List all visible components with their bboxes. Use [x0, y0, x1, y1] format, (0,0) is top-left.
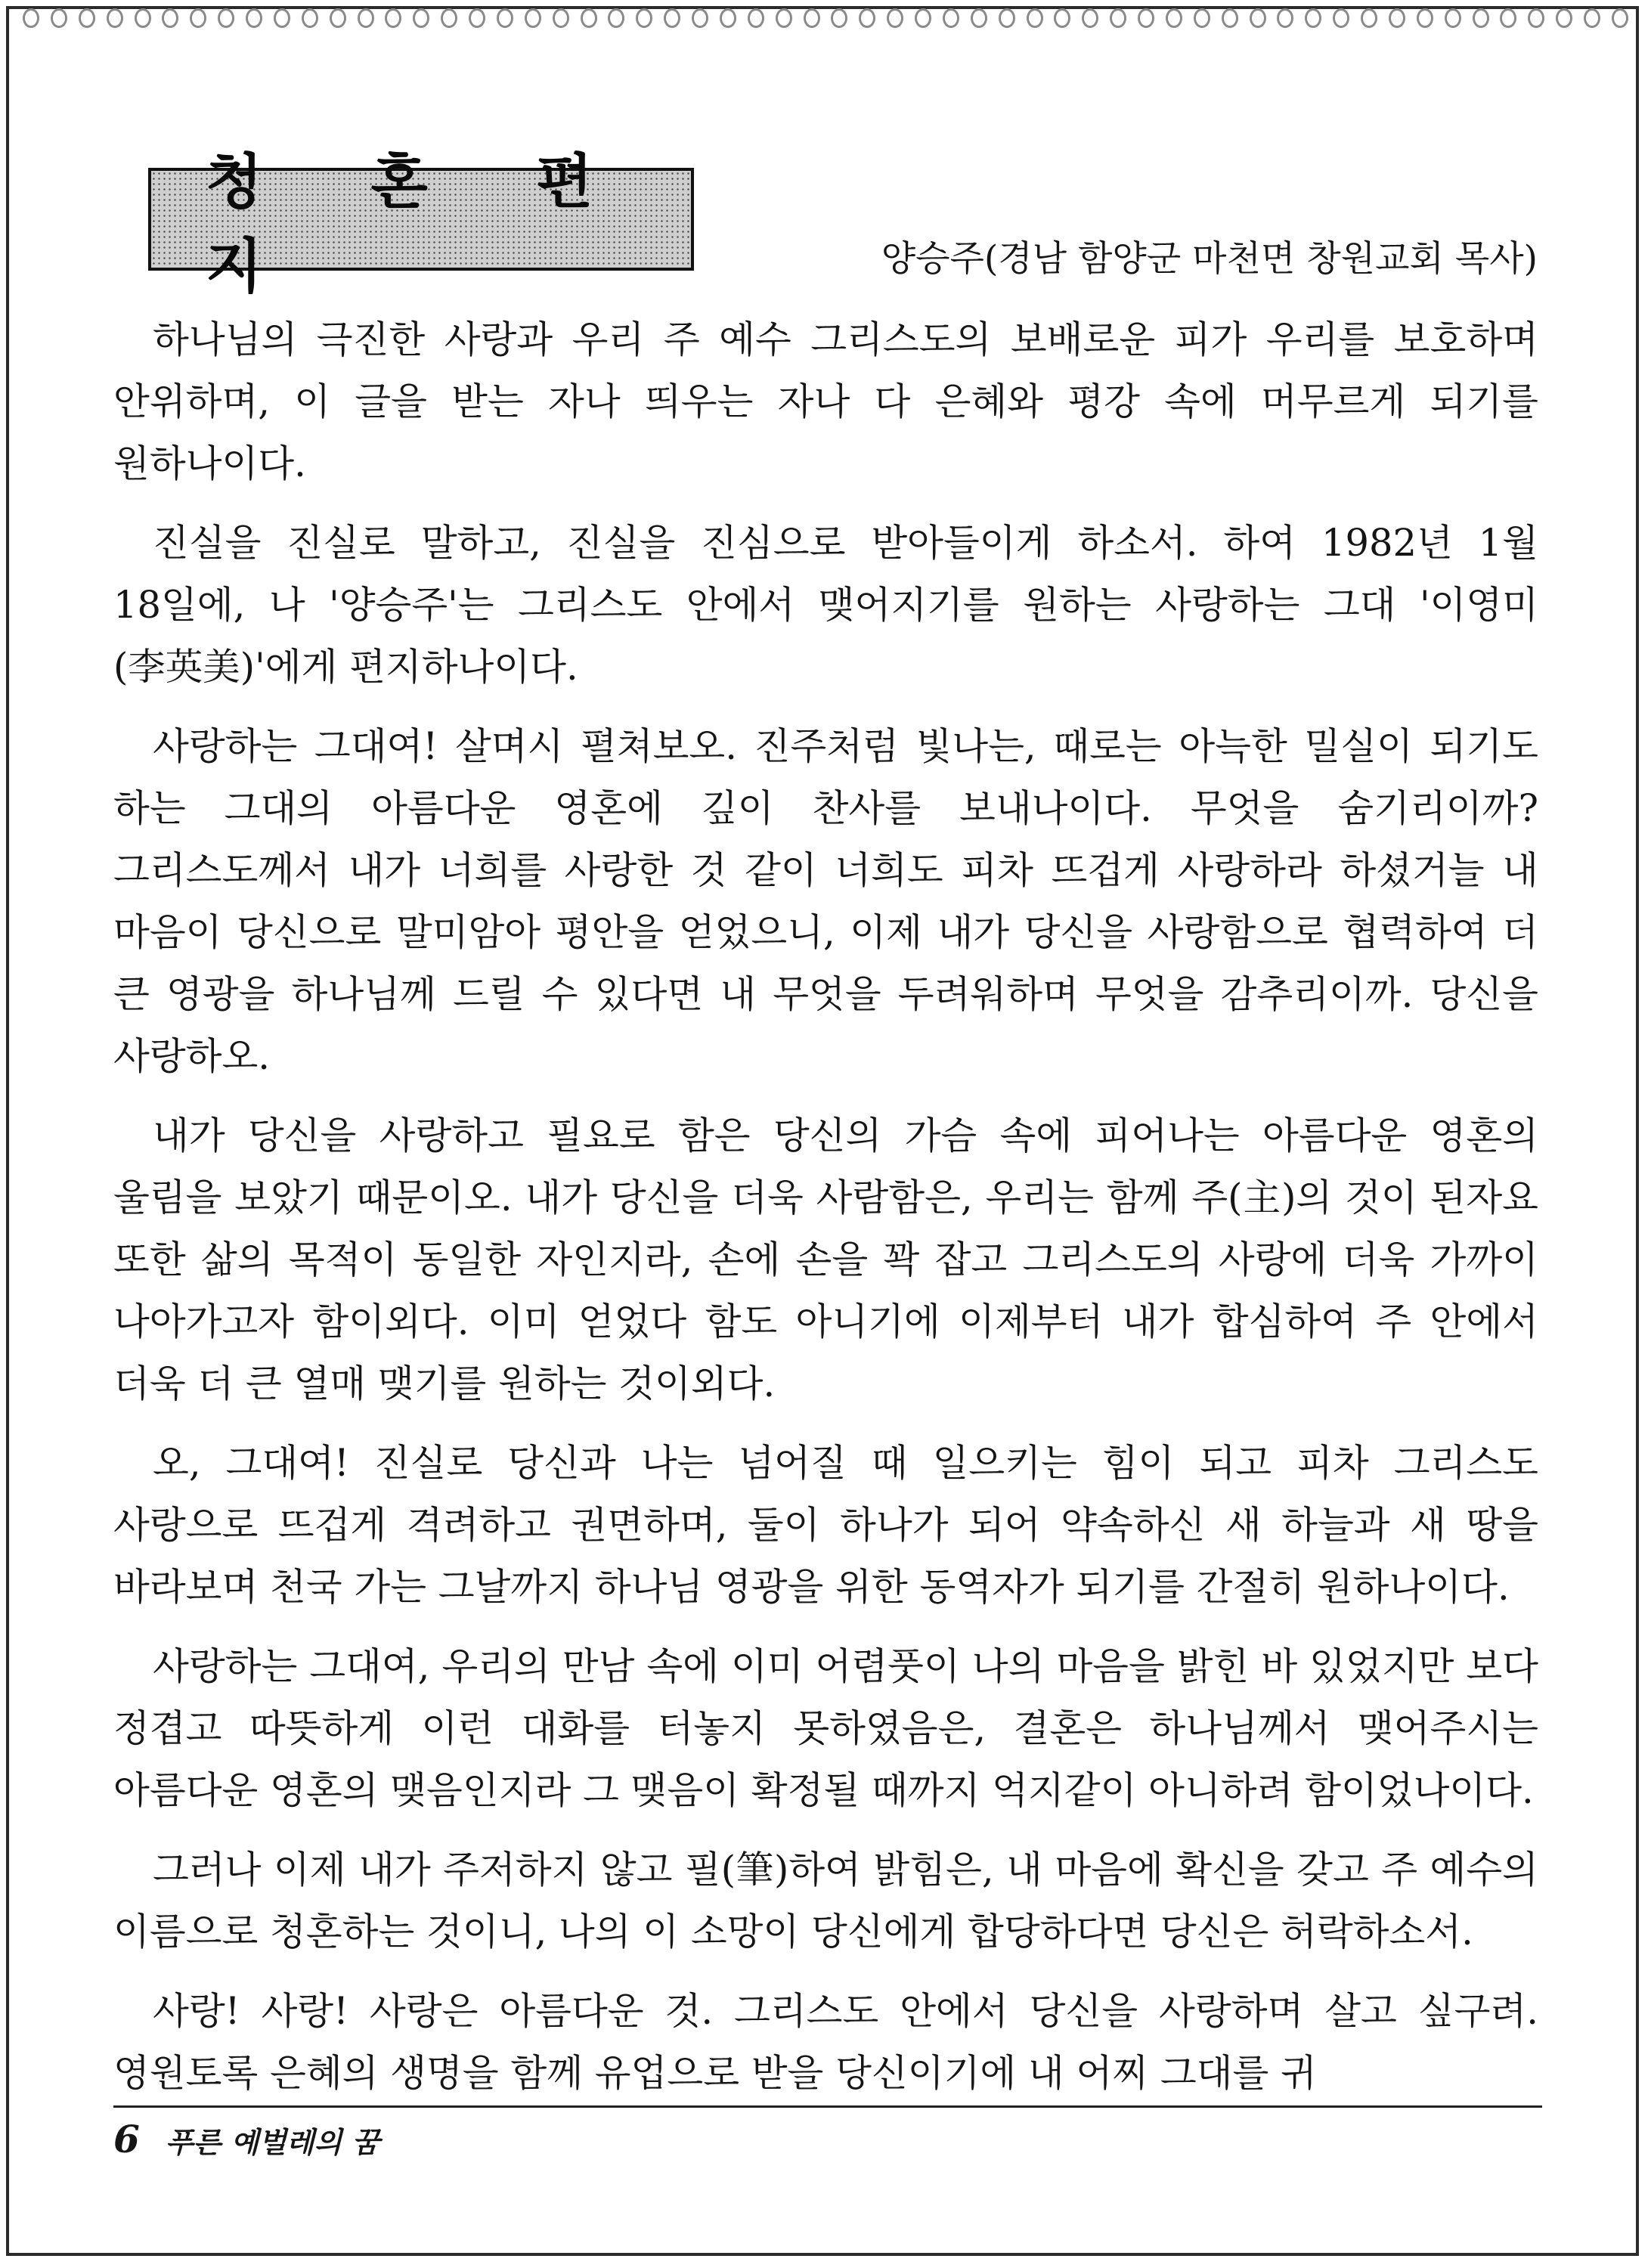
binding-ring — [1110, 8, 1126, 28]
binding-ring — [385, 8, 401, 28]
binding-ring — [190, 8, 206, 28]
paragraph-4: 내가 당신을 사랑하고 필요로 함은 당신의 가슴 속에 피어나는 아름다운 영혼의 울림을 보았기 때문이오. 내가 당신을 더욱 사람함은, 우리는 함께 주(主)의 것이 된자요 또한 삶의 목적이 동일한 자인지라, 손에 손을 꽉 잡고 그리스도의 사랑에 더욱 가까이 나아가고자 함이외다. 이미 얻었다 함도 아니기에 이제부터 내가 합심하여 주 안에서 더욱 더 큰 열매 맺기를 원하는 것이외다. — [113, 1114, 1538, 1405]
binding-ring — [1027, 8, 1043, 28]
binding-ring — [1417, 8, 1433, 28]
binding-ring — [1250, 8, 1266, 28]
binding-ring — [1500, 8, 1516, 28]
binding-ring — [525, 8, 541, 28]
paragraph-8: 사랑! 사랑! 사랑은 아름다운 것. 그리스도 안에서 당신을 사랑하며 살고 싶구려. 영원토록 은혜의 생명을 함께 유업으로 받을 당신이기에 내 어찌 그대를 귀 — [113, 1989, 1538, 2095]
binding-ring — [1138, 8, 1154, 28]
binding-ring — [859, 8, 875, 28]
binding-ring — [943, 8, 959, 28]
binding-ring — [999, 8, 1015, 28]
binding-ring — [469, 8, 485, 28]
binding-ring — [1277, 8, 1293, 28]
paragraph-5: 오, 그대여! 진실로 당신과 나는 넘어질 때 일으키는 힘이 되고 피차 그리스도 사랑으로 뜨겁게 격려하고 권면하며, 둘이 하나가 되어 약속하신 새 하늘과 새 땅을 바라보며 천국 가는 그날까지 하나님 영광을 위한 동역자가 되기를 간절히 원하나이다. — [113, 1441, 1538, 1609]
paragraph-3: 사랑하는 그대여! 살며시 펼쳐보오. 진주처럼 빛나는, 때로는 아늑한 밀실이 되기도 하는 그대의 아름다운 영혼에 깊이 찬사를 보내나이다. 무엇을 숨기리이까? 그리스도께서 내가 너희를 사랑한 것 같이 너희도 피차 뜨겁게 사랑하라 하셨거늘 내 마음이 당신으로 말미암아 평안을 얻었으니, 이제 내가 당신을 사랑함으로 협력하여 더 큰 영광을 하나님께 드릴 수 있다면 내 무엇을 두려워하며 무엇을 감추리이까. 당신을 사랑하오. — [113, 724, 1538, 1078]
page-title: 청 혼 편 지 — [206, 148, 637, 301]
binding-ring — [51, 8, 67, 28]
binding-ring — [887, 8, 903, 28]
binding-ring — [79, 8, 95, 28]
binding-ring — [1194, 8, 1210, 28]
binding-ring — [636, 8, 652, 28]
binding-ring — [23, 8, 39, 28]
binding-ring — [1612, 8, 1628, 28]
book-title: 푸른 예벌레의 꿈 — [165, 2126, 380, 2159]
binding-ring — [748, 8, 764, 28]
binding-ring — [246, 8, 262, 28]
binding-ring — [1445, 8, 1461, 28]
binding-ring — [162, 8, 178, 28]
binding-ring — [413, 8, 429, 28]
footer-rule — [113, 2105, 1542, 2108]
binding-ring — [497, 8, 513, 28]
binding-ring — [1166, 8, 1182, 28]
binding-ring — [553, 8, 569, 28]
binding-ring — [1082, 8, 1098, 28]
binding-ring — [358, 8, 374, 28]
paragraph-1: 하나님의 극진한 사랑과 우리 주 예수 그리스도의 보배로운 피가 우리를 보호하며 안위하며, 이 글을 받는 자나 띄우는 자나 다 은혜와 평강 속에 머무르게 되기를 원하나이다. — [113, 318, 1538, 485]
binding-ring — [720, 8, 736, 28]
binding-ring — [330, 8, 346, 28]
binding-ring — [1528, 8, 1544, 28]
binding-ring — [274, 8, 290, 28]
letter-body — [113, 308, 1538, 2121]
binding-ring — [107, 8, 123, 28]
binding-ring — [971, 8, 987, 28]
page-number: 6 — [113, 2117, 140, 2161]
author-line: 양승주(경남 함양군 마천면 창원교회 목사) — [881, 238, 1538, 280]
paragraph-6: 사랑하는 그대여, 우리의 만남 속에 이미 어렴풋이 나의 마음을 밝힌 바 있었지만 보다 정겹고 따뜻하게 이런 대화를 터놓지 못하였음은, 결혼은 하나님께서 맺어주시는 아름다운 영혼의 맺음인지라 그 맺음이 확정될 때까지 억지같이 아니하려 함이었나이다. — [113, 1644, 1538, 1812]
binding-ring — [1333, 8, 1349, 28]
binding-ring — [776, 8, 792, 28]
binding-ring — [441, 8, 457, 28]
binding-ring — [1222, 8, 1238, 28]
spiral-binding — [23, 3, 1628, 33]
paragraph-7: 그러나 이제 내가 주저하지 않고 필(筆)하여 밝힘은, 내 마음에 확신을 갖고 주 예수의 이름으로 청혼하는 것이니, 나의 이 소망이 당신에게 합당하다면 당신은 허락하소서. — [113, 1848, 1538, 1954]
binding-ring — [302, 8, 318, 28]
binding-ring — [1305, 8, 1321, 28]
binding-ring — [581, 8, 597, 28]
binding-ring — [831, 8, 847, 28]
binding-ring — [664, 8, 680, 28]
binding-ring — [1361, 8, 1377, 28]
binding-ring — [915, 8, 931, 28]
paragraph-2: 진실을 진실로 말하고, 진실을 진심으로 받아들이게 하소서. 하여 1982년 1월 18일에, 나 '양승주'는 그리스도 안에서 맺어지기를 원하는 사랑하는 그대 '이영미(李英美)'에게 편지하나이다. — [113, 521, 1538, 689]
binding-ring — [1054, 8, 1070, 28]
binding-ring — [1473, 8, 1489, 28]
binding-ring — [608, 8, 624, 28]
binding-ring — [1556, 8, 1572, 28]
binding-ring — [1584, 8, 1600, 28]
binding-ring — [1389, 8, 1405, 28]
binding-ring — [218, 8, 234, 28]
page-footer — [113, 2117, 379, 2161]
binding-ring — [804, 8, 820, 28]
binding-ring — [692, 8, 708, 28]
title-box — [148, 148, 694, 301]
binding-ring — [135, 8, 151, 28]
